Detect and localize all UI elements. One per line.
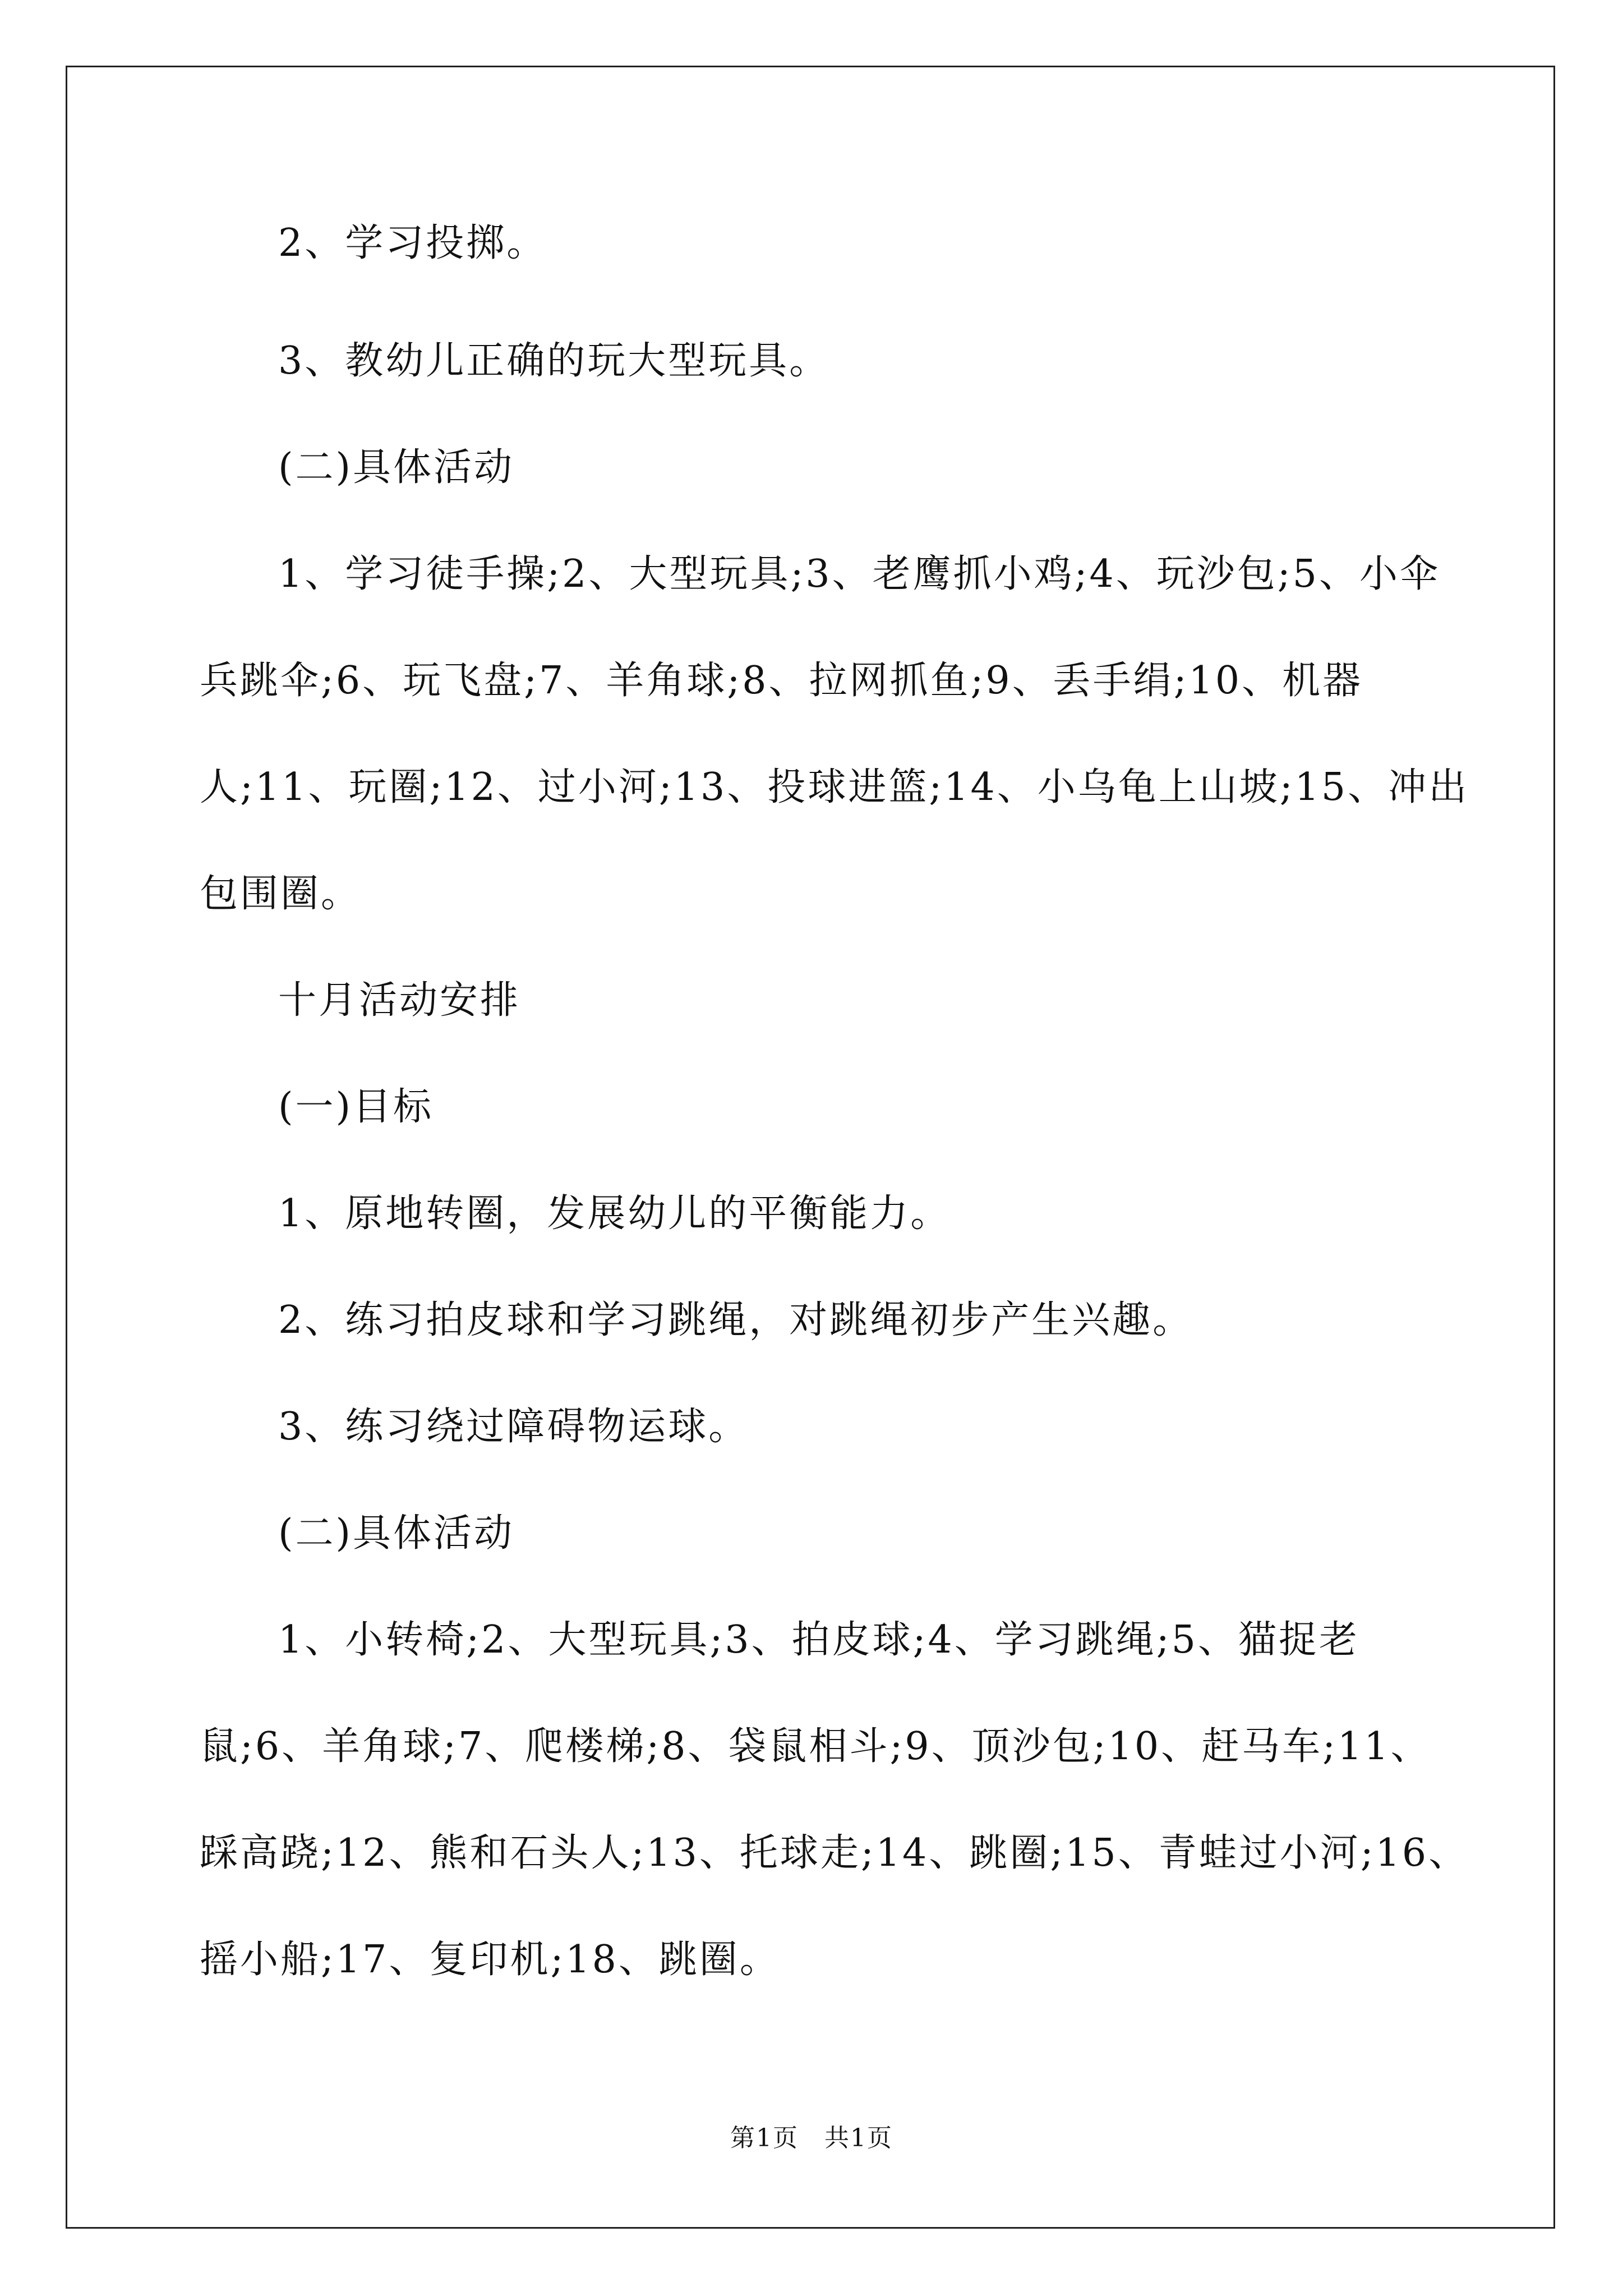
page-border bbox=[66, 66, 1555, 2229]
text-line: 3、练习绕过障碍物运球。 bbox=[278, 1405, 749, 1449]
text-line: 1、小转椅;2、大型玩具;3、拍皮球;4、学习跳绳;5、猫捉老 bbox=[278, 1618, 1359, 1662]
section-heading: (二)具体活动 bbox=[278, 1511, 515, 1556]
section-heading: (一)目标 bbox=[278, 1085, 434, 1129]
text-line: 兵跳伞;6、玩飞盘;7、羊角球;8、拉网抓鱼;9、丢手绢;10、机器 bbox=[200, 659, 1363, 703]
text-line: 包围圈。 bbox=[200, 872, 362, 916]
section-heading: 十月活动安排 bbox=[278, 978, 521, 1023]
page-footer: 第1页 共1页 bbox=[730, 2124, 893, 2152]
text-line: 人;11、玩圈;12、过小河;13、投球进篮;14、小乌龟上山坡;15、冲出 bbox=[200, 765, 1469, 809]
text-line: 摇小船;17、复印机;18、跳圈。 bbox=[200, 1938, 780, 1982]
text-line: 1、原地转圈，发展幼儿的平衡能力。 bbox=[278, 1191, 951, 1236]
text-line: 1、学习徒手操;2、大型玩具;3、老鹰抓小鸡;4、玩沙包;5、小伞 bbox=[278, 552, 1440, 596]
text-line: 2、练习拍皮球和学习跳绳，对跳绳初步产生兴趣。 bbox=[278, 1298, 1193, 1342]
text-line: 3、教幼儿正确的玩大型玩具。 bbox=[278, 339, 830, 383]
section-heading: (二)具体活动 bbox=[278, 445, 515, 490]
text-line: 2、学习投掷。 bbox=[278, 221, 547, 265]
text-line: 踩高跷;12、熊和石头人;13、托球走;14、跳圈;15、青蛙过小河;16、 bbox=[200, 1831, 1469, 1875]
text-line: 鼠;6、羊角球;7、爬楼梯;8、袋鼠相斗;9、顶沙包;10、赶马车;11、 bbox=[200, 1724, 1431, 1769]
